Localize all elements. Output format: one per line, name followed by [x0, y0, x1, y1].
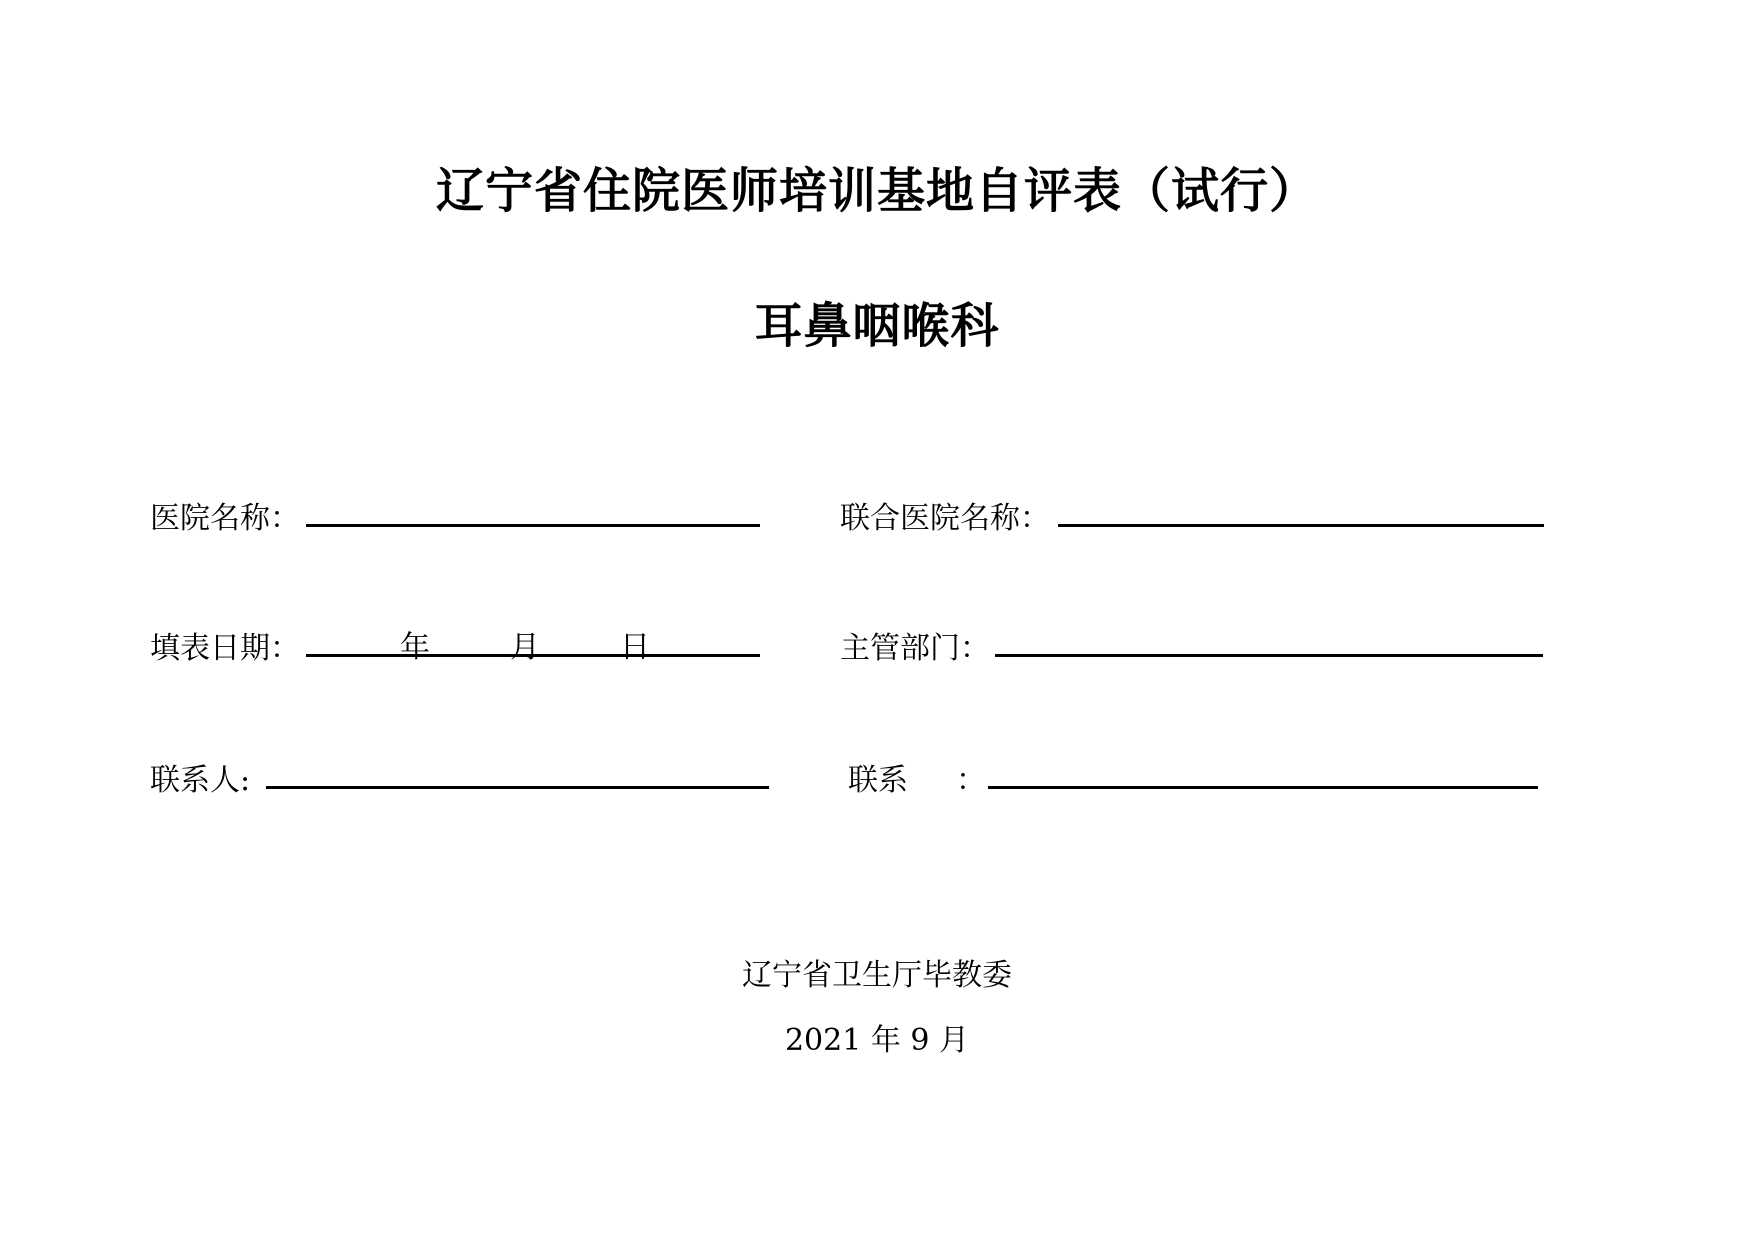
joint-hospital-name-label: 联合医院名称：: [840, 501, 1050, 536]
date-day-unit: 日: [620, 630, 650, 665]
joint-hospital-name-field[interactable]: [1058, 524, 1544, 527]
contact-phone-colon: ：: [956, 763, 986, 798]
hospital-name-label: 医院名称：: [150, 501, 300, 536]
contact-person-field[interactable]: [266, 786, 769, 789]
page-title: 辽宁省住院医师培训基地自评表（试行）: [435, 163, 1318, 219]
date-year-unit: 年: [400, 630, 430, 665]
department-subtitle: 耳鼻咽喉科: [754, 298, 1000, 354]
hospital-name-field[interactable]: [306, 524, 760, 527]
date-month-unit: 月: [510, 630, 540, 665]
department-label: 主管部门：: [840, 631, 990, 666]
fill-date-label: 填表日期：: [150, 631, 300, 666]
department-field[interactable]: [995, 654, 1543, 657]
contact-phone-label: 联系: [848, 763, 908, 798]
issuer-name: 辽宁省卫生厅毕教委: [742, 958, 1012, 993]
contact-phone-field[interactable]: [988, 786, 1538, 789]
contact-person-label: 联系人:: [150, 763, 251, 798]
issue-date: 2021 年 9 月: [784, 1023, 970, 1058]
